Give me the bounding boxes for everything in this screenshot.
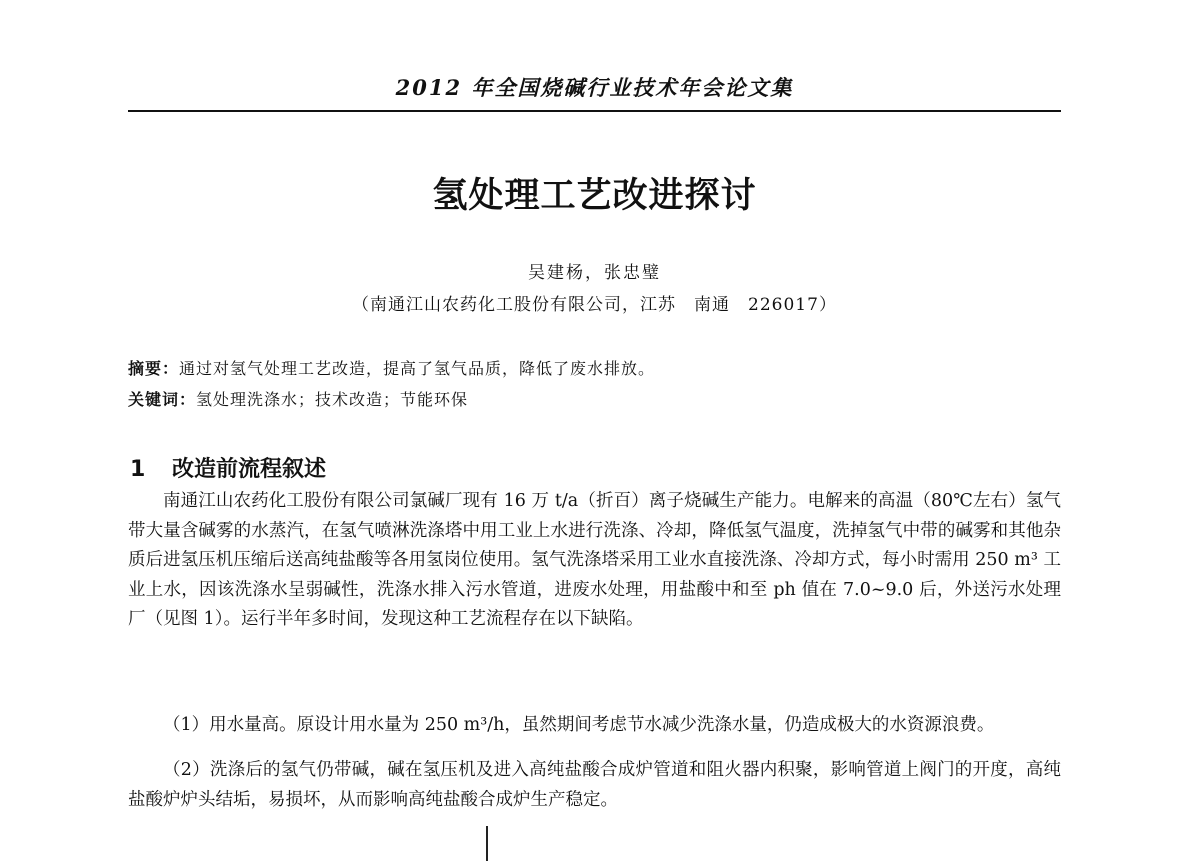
body-paragraph-1 <box>128 487 1061 635</box>
abstract-text: 通过对氢气处理工艺改造，提高了氢气品质，降低了废水排放。 <box>179 359 656 378</box>
paper-affiliation: （南通江山农药化工股份有限公司，江苏 南通 226017） <box>352 295 837 315</box>
paragraph-text: 南通江山农药化工股份有限公司氯碱厂现有 16 万 t/a（折百）离子烧碱生产能力。电解来的高温（80℃左右）氢气带大量含碱雾的水蒸汽，在氢气喷淋洗涤塔中用工业上水进行洗涤、冷却，降低氢气温度，洗掉氢气中带的碱雾和其他杂质后进氢压机压缩后送高纯盐酸等各用氢岗位使用。氢气洗涤塔采用工业水直接洗涤、冷却方式，每小时需用 250 m³ 工业上水，因该洗涤水呈弱碱性，洗涤水排入污水管道，进废水处理，用盐酸中和至 ph 值在 7.0~9.0 后，外送污水处理厂（见图 1）。运行半年多时间，发现这种工艺流程存在以下缺陷。 <box>128 491 1061 629</box>
figure-connector-line <box>486 826 488 861</box>
abstract-label: 摘要： <box>128 359 180 378</box>
paragraph-text: （2）洗涤后的氢气仍带碱，碱在氢压机及进入高纯盐酸合成炉管道和阻火器内积聚，影响管道上阀门的开度，高纯盐酸炉炉头结垢，易损坏，从而影响高纯盐酸合成炉生产稳定。 <box>128 760 1061 810</box>
keywords-label: 关键词： <box>128 390 197 409</box>
paper-title: 氢处理工艺改进探讨 <box>432 176 757 216</box>
body-paragraph-3 <box>128 756 1061 815</box>
keywords-text: 氢处理洗涤水；技术改造；节能环保 <box>196 390 469 409</box>
paragraph-text: （1）用水量高。原设计用水量为 250 m³/h，虽然期间考虑节水减少洗涤水量，仍造成极大的水资源浪费。 <box>163 715 995 735</box>
paper-authors: 吴建杨，张忠璧 <box>528 263 661 283</box>
keywords <box>128 387 1061 410</box>
running-head: 2012 年全国烧碱行业技术年会论文集 <box>395 75 794 100</box>
section-title: 改造前流程叙述 <box>172 457 327 482</box>
section-number: 1 <box>130 457 146 482</box>
section-heading <box>130 452 326 483</box>
header-rule <box>128 110 1061 112</box>
body-paragraph-2 <box>128 711 1061 741</box>
abstract <box>128 356 1061 379</box>
